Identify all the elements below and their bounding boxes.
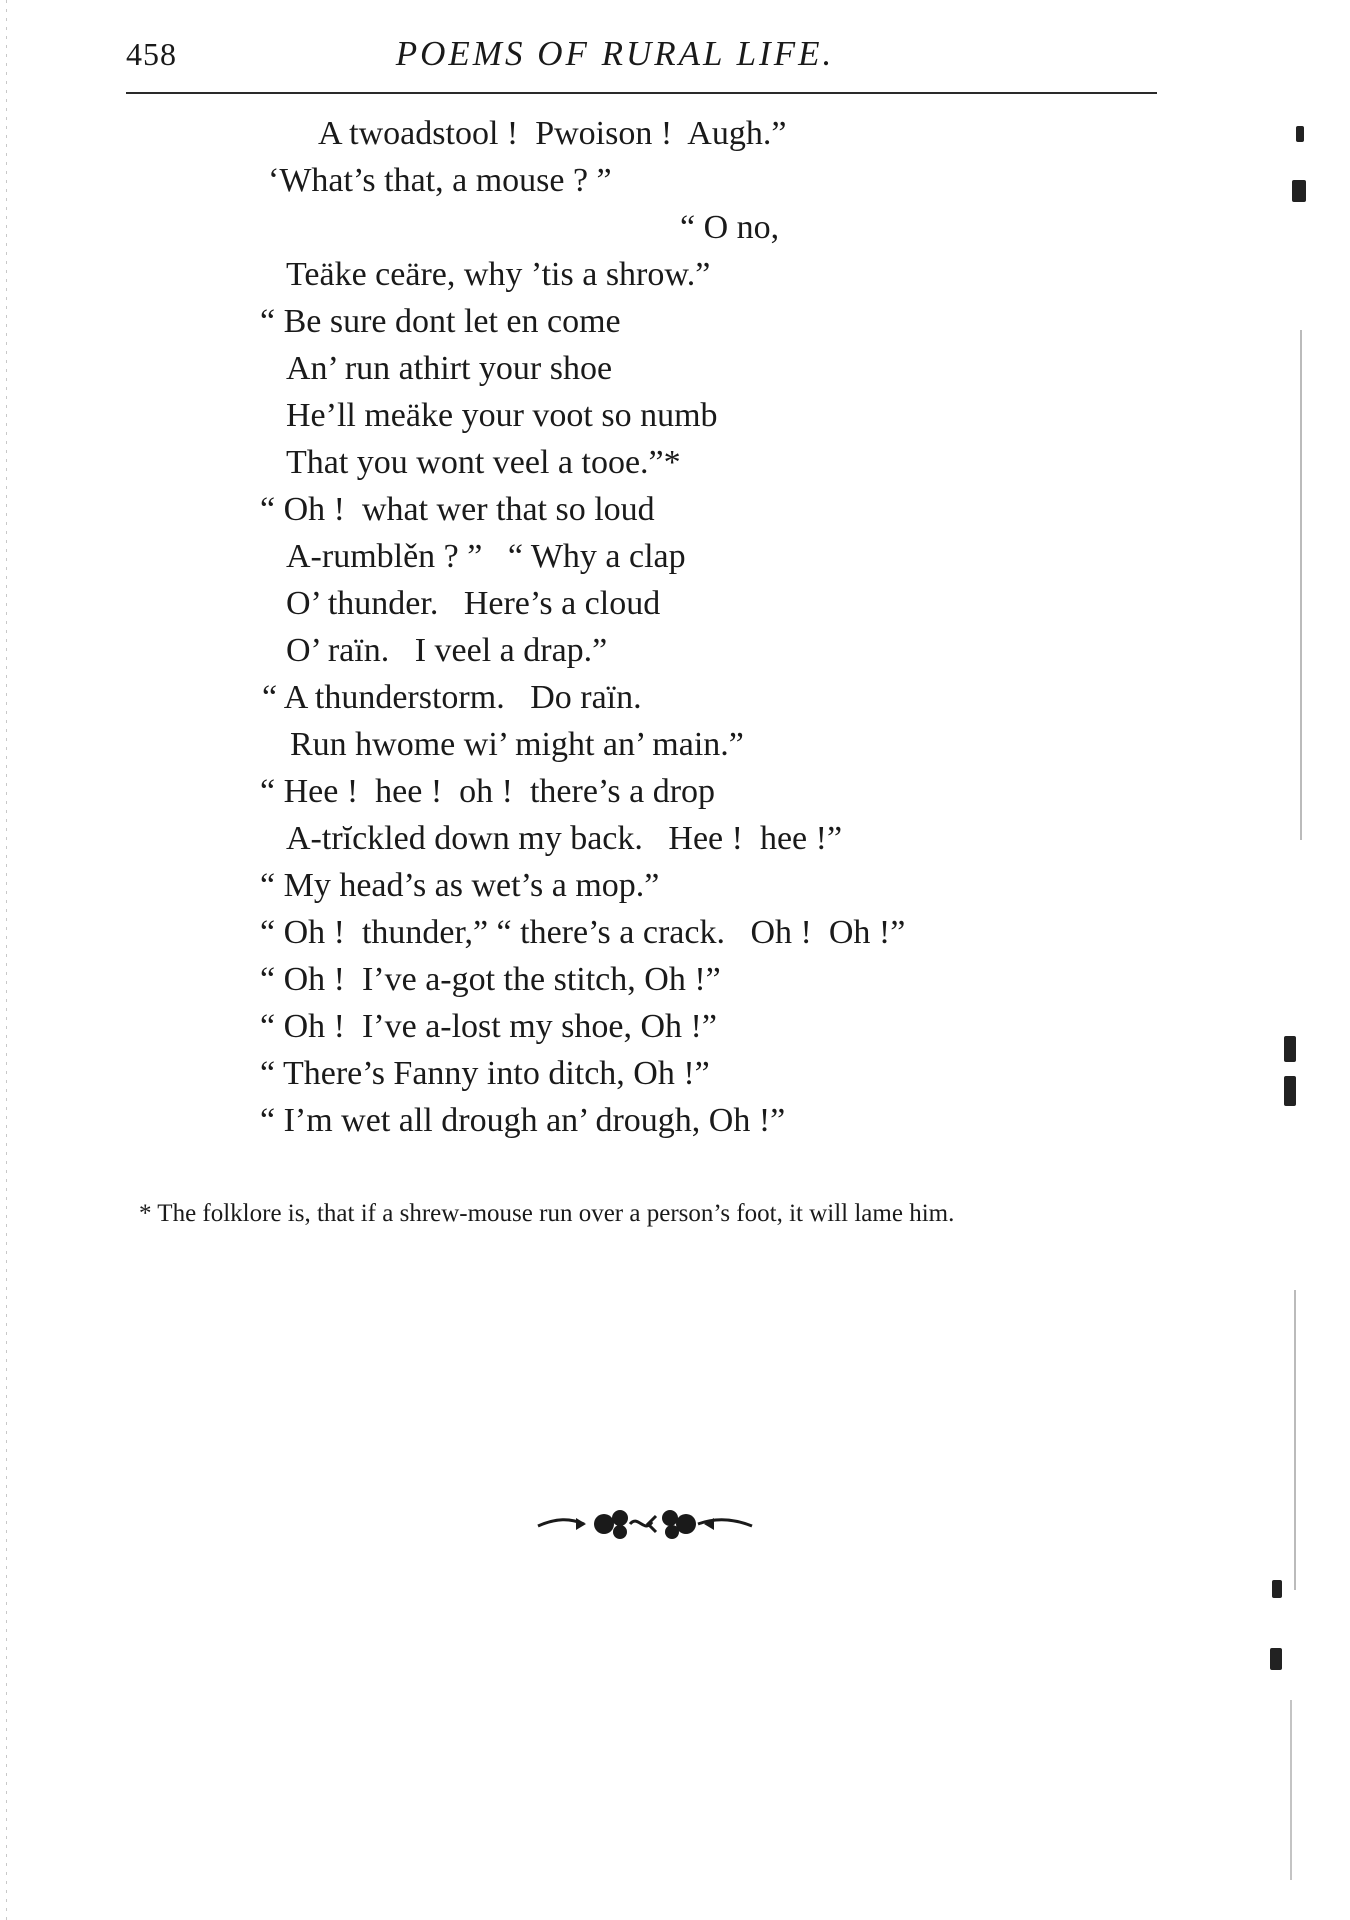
poem-line: Run hwome wi’ might an’ main.” <box>290 726 744 763</box>
floral-tailpiece-icon <box>536 1504 756 1549</box>
margin-line <box>1290 1700 1292 1880</box>
poem-line: “ A thunderstorm. Do raïn. <box>262 679 642 716</box>
poem-line: “ Oh ! thunder,” “ there’s a crack. Oh ! Oh !” <box>260 914 906 951</box>
header-rule <box>126 92 1157 94</box>
poem-line: That you wont veel a tooe.”* <box>286 444 681 481</box>
poem-line: “ O no, <box>680 209 780 246</box>
poem-line: A-trĭckled down my back. Hee ! hee !” <box>286 820 843 857</box>
poem-line: Teäke ceäre, why ’tis a shrow.” <box>286 256 711 293</box>
poem-line: An’ run athirt your shoe <box>286 350 613 387</box>
running-title: POEMS OF RURAL LIFE. <box>395 34 835 73</box>
margin-line <box>1300 330 1302 840</box>
margin-speck <box>1270 1648 1282 1670</box>
margin-speck <box>1296 126 1304 142</box>
margin-speck <box>1284 1036 1296 1062</box>
poem-line: “ Be sure dont let en come <box>260 303 621 340</box>
footnote: * The folklore is, that if a shrew-mouse run over a person’s foot, it will lame him. <box>139 1200 955 1227</box>
margin-speck <box>1272 1580 1282 1598</box>
poem-line: O’ thunder. Here’s a cloud <box>286 585 661 622</box>
poem-line: “ There’s Fanny into ditch, Oh !” <box>260 1055 710 1092</box>
poem-line: He’ll meäke your voot so numb <box>286 397 718 434</box>
poem-line: A-rumblěn ? ” “ Why a clap <box>286 538 686 575</box>
poem-line: A twoadstool ! Pwoison ! Augh.” <box>318 115 787 152</box>
poem-line: “ Oh ! I’ve a-got the stitch, Oh !” <box>260 961 721 998</box>
poem-line: “ Hee ! hee ! oh ! there’s a drop <box>260 773 716 810</box>
page-edge <box>6 0 7 1920</box>
margin-line <box>1294 1290 1296 1590</box>
poem-line: ‘What’s that, a mouse ? ” <box>268 162 612 199</box>
margin-speck <box>1284 1076 1296 1106</box>
poem-line: “ My head’s as wet’s a mop.” <box>260 867 660 904</box>
page-number: 458 <box>126 36 177 72</box>
poem-line: “ Oh ! I’ve a-lost my shoe, Oh !” <box>260 1008 717 1045</box>
poem-line: “ Oh ! what wer that so loud <box>260 491 655 528</box>
poem-line: “ I’m wet all drough an’ drough, Oh !” <box>260 1102 786 1139</box>
poem-line: O’ raïn. I veel a drap.” <box>286 632 608 669</box>
margin-speck <box>1292 180 1306 202</box>
